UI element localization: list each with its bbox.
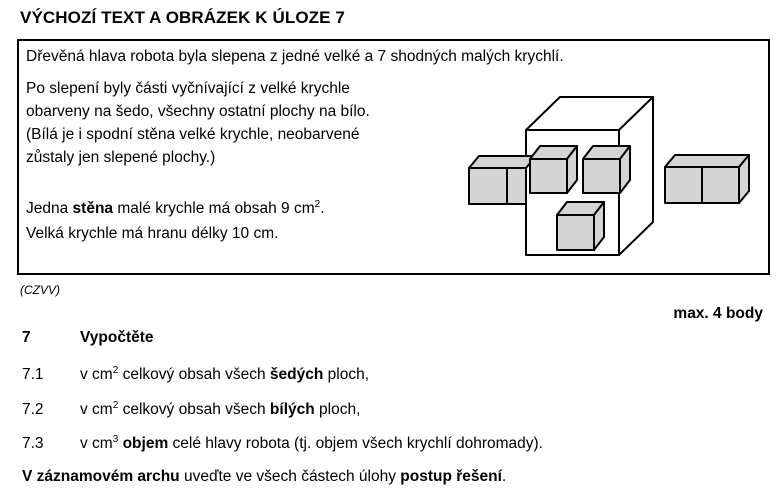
final-mid: uveďte ve všech částech úlohy (179, 468, 401, 485)
source-label: (CZVV) (20, 283, 60, 297)
subtask-number: 7.1 (22, 366, 44, 383)
subtask-number: 7.2 (22, 401, 44, 418)
front-cube-2-front (583, 159, 620, 193)
section-heading: VÝCHOZÍ TEXT A OBRÁZEK K ÚLOZE 7 (20, 8, 345, 27)
right-cube-inner (665, 167, 702, 203)
intro-line-2: Po slepení byly části vyčnívající z velké krychle (26, 80, 350, 97)
subtask-number: 7.3 (22, 435, 44, 452)
subtask-7-1 (22, 366, 369, 384)
subtask-bold: bílých (269, 401, 315, 418)
subtask-sup: 3 (112, 434, 119, 445)
front-cube-3-front (557, 215, 594, 250)
front-cube-1-front (530, 159, 567, 193)
intro-line-6 (26, 197, 325, 220)
task-title-text: Vypočtěte (80, 329, 154, 346)
subtask-sup: 2 (112, 365, 119, 376)
left-cube-outer (469, 168, 507, 204)
subtask-pre: v cm (80, 435, 113, 452)
subtask-pre: v cm (80, 401, 113, 418)
intro-line-6-end: . (320, 200, 325, 217)
subtask-post: ploch, (323, 366, 370, 383)
right-cube-outer (702, 167, 739, 203)
subtask-7-2 (22, 401, 360, 419)
max-points: max. 4 body (673, 305, 763, 322)
subtask-mid: celkový obsah všech (118, 401, 270, 418)
left-cubes-top (469, 156, 536, 168)
intro-line-6-bold: stěna (72, 200, 114, 217)
final-bold-1: V záznamovém archu (22, 468, 180, 485)
intro-line-3: obarveny na šedo, všechny ostatní plochy na bílo. (26, 103, 370, 120)
robot-head-figure (460, 40, 760, 265)
intro-line-5: zůstaly jen slepené plochy.) (26, 149, 216, 166)
task-number: 7 (22, 329, 31, 346)
intro-line-4: (Bílá je i spodní stěna velké krychle, neobarvené (26, 126, 360, 143)
final-bold-2: postup řešení (400, 468, 502, 485)
subtask-bold: objem (122, 435, 169, 452)
task-title (22, 329, 154, 347)
intro-line-6-post: malé krychle má obsah 9 cm (113, 200, 315, 217)
final-end: . (501, 468, 507, 485)
subtask-post: celé hlavy robota (tj. objem všech krychlí dohromady). (168, 435, 543, 452)
subtask-mid: celkový obsah všech (118, 366, 270, 383)
subtask-sup: 2 (112, 400, 119, 411)
intro-line-7: Velká krychle má hranu délky 10 cm. (26, 225, 279, 242)
left-cube-inner (507, 168, 526, 204)
subtask-pre: v cm (80, 366, 113, 383)
subtask-post: ploch, (314, 401, 361, 418)
final-instruction (22, 468, 506, 486)
subtask-7-3 (22, 435, 543, 453)
intro-line-1: Dřevěná hlava robota byla slepena z jedné velké a 7 shodných malých krychlí. (26, 48, 564, 65)
subtask-bold: šedých (269, 366, 324, 383)
right-cubes-top (665, 155, 749, 167)
intro-line-6-pre: Jedna (26, 200, 73, 217)
intro-line-6-sup: 2 (314, 199, 321, 210)
